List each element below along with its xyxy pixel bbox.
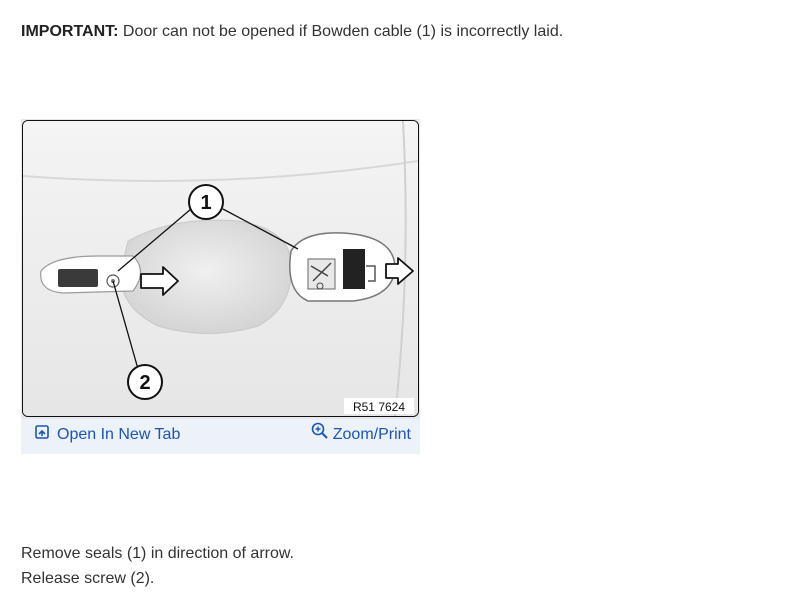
important-label: IMPORTANT: xyxy=(21,23,119,40)
callout-1-label: 1 xyxy=(200,192,212,214)
zoom-print-label: Zoom/Print xyxy=(332,425,411,443)
door-handle-illustration xyxy=(23,121,418,416)
important-text: Door can not be opened if Bowden cable (1) is incorrectly laid. xyxy=(118,23,564,40)
open-in-new-tab-label: Open In New Tab xyxy=(57,425,181,443)
step-2: Release screw (2). xyxy=(21,570,155,587)
instruction-steps xyxy=(21,541,294,591)
magnify-plus-icon xyxy=(311,422,329,447)
figure-image[interactable] xyxy=(22,120,419,417)
figure-actions-bar xyxy=(21,419,420,454)
step-1: Remove seals (1) in direction of arrow. xyxy=(21,545,294,562)
callout-2-label: 2 xyxy=(139,372,151,394)
callout-2 xyxy=(128,365,162,399)
callout-1 xyxy=(189,185,223,219)
open-new-tab-icon xyxy=(35,425,49,444)
open-in-new-tab-link[interactable] xyxy=(35,425,180,444)
zoom-print-link[interactable] xyxy=(311,422,411,447)
figure-container xyxy=(21,119,420,454)
figure-ref-code: R51 7624 xyxy=(352,400,406,414)
important-note xyxy=(21,22,563,42)
